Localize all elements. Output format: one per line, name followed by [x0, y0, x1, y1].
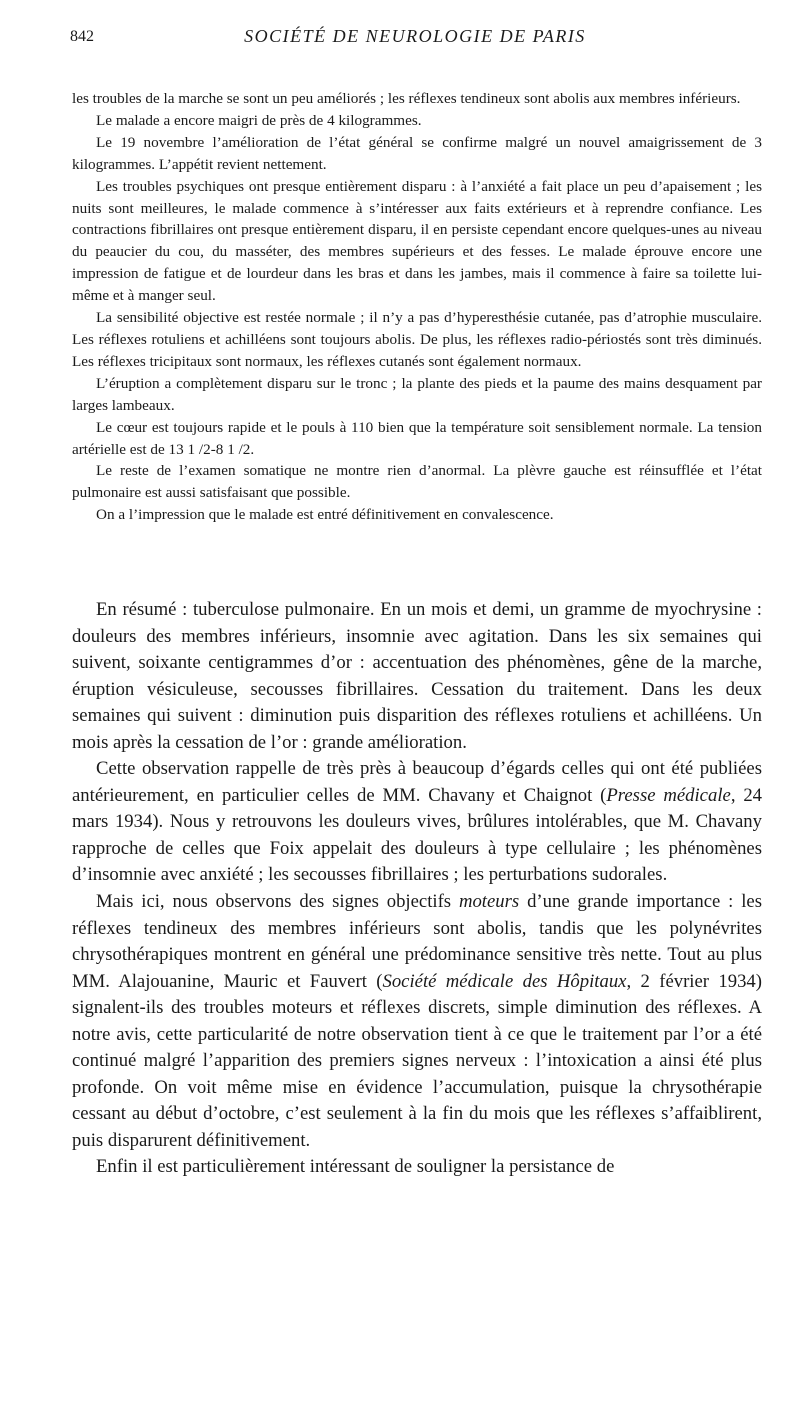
closing-paragraph: Enfin il est particulièrement intéressant de souligner la persistance de: [96, 1156, 615, 1178]
text-run: Cette observation rappelle de très près à beaucoup d’égards celles qui ont été publiées antérieurement, en particulier celles de MM. Chavany et Chaignot (: [72, 758, 762, 806]
paragraph: Le 19 novembre l’amélioration de l’état général se confirme malgré un nouvel amaigrissement de 3 kilogrammes. L’appétit revient nettement.: [72, 133, 762, 173]
paragraph: Le cœur est toujours rapide et le pouls à 110 bien que la température soit sensiblement normale. La tension artérielle est de 13 1 /2-8 1 /2.: [72, 418, 762, 458]
text-run: , 2 février 1934) signalent-ils des troubles moteurs et réflexes discrets, simple diminution des réflexes. A notre avis, cette particularité de notre observation tient à ce que le traitement par l’or a été continué malgré l’apparition des premiers signes nerveux : l’intoxication a ainsi été plus profonde. On voit même mise en évidence l’accumulation, puisque la chrysothérapie cessant au début d’octobre, c’est seulement à la fin du mois que les réflexes s’affaiblirent, puis disparurent définitivement.: [72, 970, 762, 1151]
running-title: SOCIÉTÉ DE NEUROLOGIE DE PARIS: [244, 26, 586, 46]
discussion-text: [72, 597, 762, 1181]
paragraph: Le reste de l’examen somatique ne montre rien d’anormal. La plèvre gauche est réinsufflée et l’état pulmonaire est aussi satisfaisant que possible.: [72, 462, 762, 502]
emphasis: moteurs: [458, 891, 520, 913]
page-number: 842: [70, 28, 94, 45]
paragraph: Le malade a encore maigri de près de 4 kilogrammes.: [96, 111, 422, 129]
paragraph: les troubles de la marche se sont un peu améliorés ; les réflexes tendineux sont abolis aux membres inférieurs.: [72, 90, 741, 107]
paragraph: Les troubles psychiques ont presque entièrement disparu : à l’anxiété a fait place un peu d’apaisement ; les nuits sont meilleures, le malade commence à s’intéresser aux faits extérieurs et à reprendre confiance. Les contractions fibrillaires ont presque entièrement disparu, il en persiste cependant encore quelques-unes au niveau du peaucier du cou, du masséter, des membres supérieurs et des fesses. Le malade éprouve encore une impression de fatigue et de lourdeur dans les bras et dans les jambes, mais il commence à faire sa toilette lui-même et à manger seul.: [72, 177, 762, 305]
paragraph: La sensibilité objective est restée normale ; il n’y a pas d’hyperesthésie cutanée, pas d’atrophie musculaire. Les réflexes rotuliens et achilléens sont toujours abolis. De plus, les réflexes radio-périostés sont très diminués. Les réflexes tricipitaux sont normaux, les réflexes cutanés sont également normaux.: [72, 309, 762, 370]
text-run: Mais ici, nous observons des signes objectifs: [96, 891, 459, 913]
page-header: [70, 20, 760, 52]
paragraph: L’éruption a complètement disparu sur le tronc ; la plante des pieds et la paume des mains desquament par larges lambeaux.: [72, 374, 762, 414]
analysis-paragraph: [72, 889, 762, 1154]
comparison-paragraph: [72, 756, 762, 889]
journal-citation: Presse médicale: [606, 784, 731, 806]
text-run: , 24 mars 1934). Nous y retrouvons les douleurs vives, brûlures intolérables, que M. Chavany rapproche de celles que Foix appelait des douleurs à type cellulaire ; les phénomènes d’insomnie avec anxiété ; les secousses fibrillaires ; les perturbations sudorales.: [72, 784, 763, 886]
clinical-observation-text: [72, 88, 762, 526]
summary-paragraph: En résumé : tuberculose pulmonaire. En un mois et demi, un gramme de myochrysine : douleurs des membres inférieurs, insomnie avec agitation. Dans les six semaines qui suivent, soixante centigrammes d’or : accentuation des phénomènes, gêne de la marche, éruption vésiculeuse, secousses fibrillaires. Cessation du traitement. Dans les deux semaines qui suivent : diminution puis disparition des réflexes rotuliens et achilléens. Un mois après la cessation de l’or : grande amélioration.: [72, 599, 762, 753]
journal-citation: Société médicale des Hôpitaux: [382, 970, 627, 992]
paragraph: On a l’impression que le malade est entré définitivement en convalescence.: [96, 506, 554, 524]
text-run: d’une grande importance : les réflexes tendineux des membres inférieurs sont abolis, tandis que les polynévrites chrysothérapiques montrent en général une prédominance sensitive très nette. Tout au plus MM. Alajouanine, Mauric et Fauvert (: [72, 891, 762, 992]
